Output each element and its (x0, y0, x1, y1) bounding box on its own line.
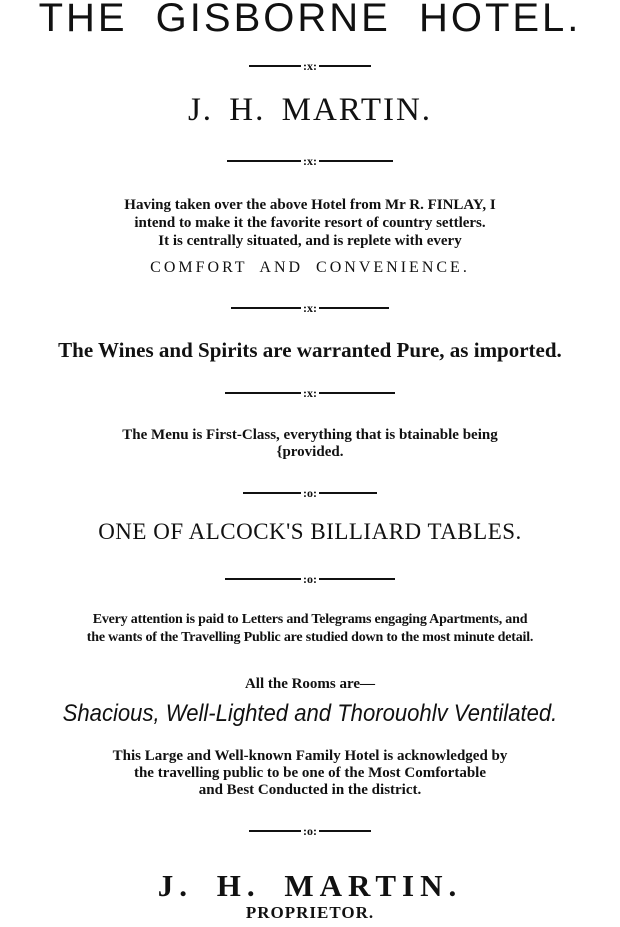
hotel-title: THE GISBORNE HOTEL. (38, 0, 582, 40)
divider-rule-left (249, 830, 301, 832)
proprietor-title: PROPRIETOR. (245, 903, 375, 922)
billiard-tables: ONE OF ALCOCK'S BILLIARD TABLES. (98, 519, 522, 544)
divider-mark: :x: (303, 59, 317, 73)
owner-name: J. H. MARTIN. (187, 92, 433, 128)
intro-line-2: intend to make it the favorite resort of country settlers. (134, 215, 486, 231)
wines-statement: The Wines and Spirits are warranted Pure, as imported. (58, 338, 562, 362)
ornamental-divider (0, 387, 620, 399)
divider-rule-right (319, 392, 395, 394)
rooms-tagline: Shacious, Well-Lighted and Thorouohlv Ventilated. (62, 700, 558, 727)
divider-rule-left (225, 392, 301, 394)
attention-line-2: the wants of the Travelling Public are studied down to the most minute detail. (86, 630, 534, 645)
divider-mark: :o: (303, 824, 317, 838)
ornamental-divider (0, 825, 620, 837)
divider-rule-left (249, 65, 301, 67)
divider-rule-right (319, 65, 371, 67)
ornamental-divider (0, 302, 620, 314)
comfort-convenience: COMFORT AND CONVENIENCE. (150, 259, 470, 276)
divider-rule-right (319, 830, 371, 832)
divider-rule-right (319, 160, 393, 162)
divider-rule-left (225, 578, 301, 580)
ornamental-divider (0, 487, 620, 499)
divider-mark: :o: (303, 572, 317, 586)
ornamental-divider (0, 60, 620, 72)
divider-mark: :x: (303, 386, 317, 400)
menu-line-2: {provided. (276, 444, 344, 460)
divider-mark: :o: (303, 486, 317, 500)
divider-rule-right (319, 307, 389, 309)
divider-rule-left (227, 160, 301, 162)
ornamental-divider (0, 573, 620, 585)
divider-mark: :x: (303, 154, 317, 168)
intro-line-3: It is centrally situated, and is replete with every (158, 233, 462, 249)
rooms-intro: All the Rooms are— (244, 676, 376, 692)
family-hotel-line-1: This Large and Well-known Family Hotel is acknowledged by (112, 748, 508, 764)
divider-mark: :x: (303, 301, 317, 315)
proprietor-name: J. H. MARTIN. (157, 868, 463, 903)
divider-rule-left (231, 307, 301, 309)
divider-rule-right (319, 578, 395, 580)
family-hotel-line-2: the travelling public to be one of the Most Comfortable (133, 765, 487, 781)
intro-line-1: Having taken over the above Hotel from Mr R. FINLAY, I (124, 197, 496, 213)
ornamental-divider (0, 155, 620, 167)
attention-line-1: Every attention is paid to Letters and Telegrams engaging Apartments, and (92, 612, 528, 627)
family-hotel-line-3: and Best Conducted in the district. (198, 782, 422, 798)
menu-line-1: The Menu is First-Class, everything that is btainable being (122, 427, 498, 443)
divider-rule-left (243, 492, 301, 494)
divider-rule-right (319, 492, 377, 494)
